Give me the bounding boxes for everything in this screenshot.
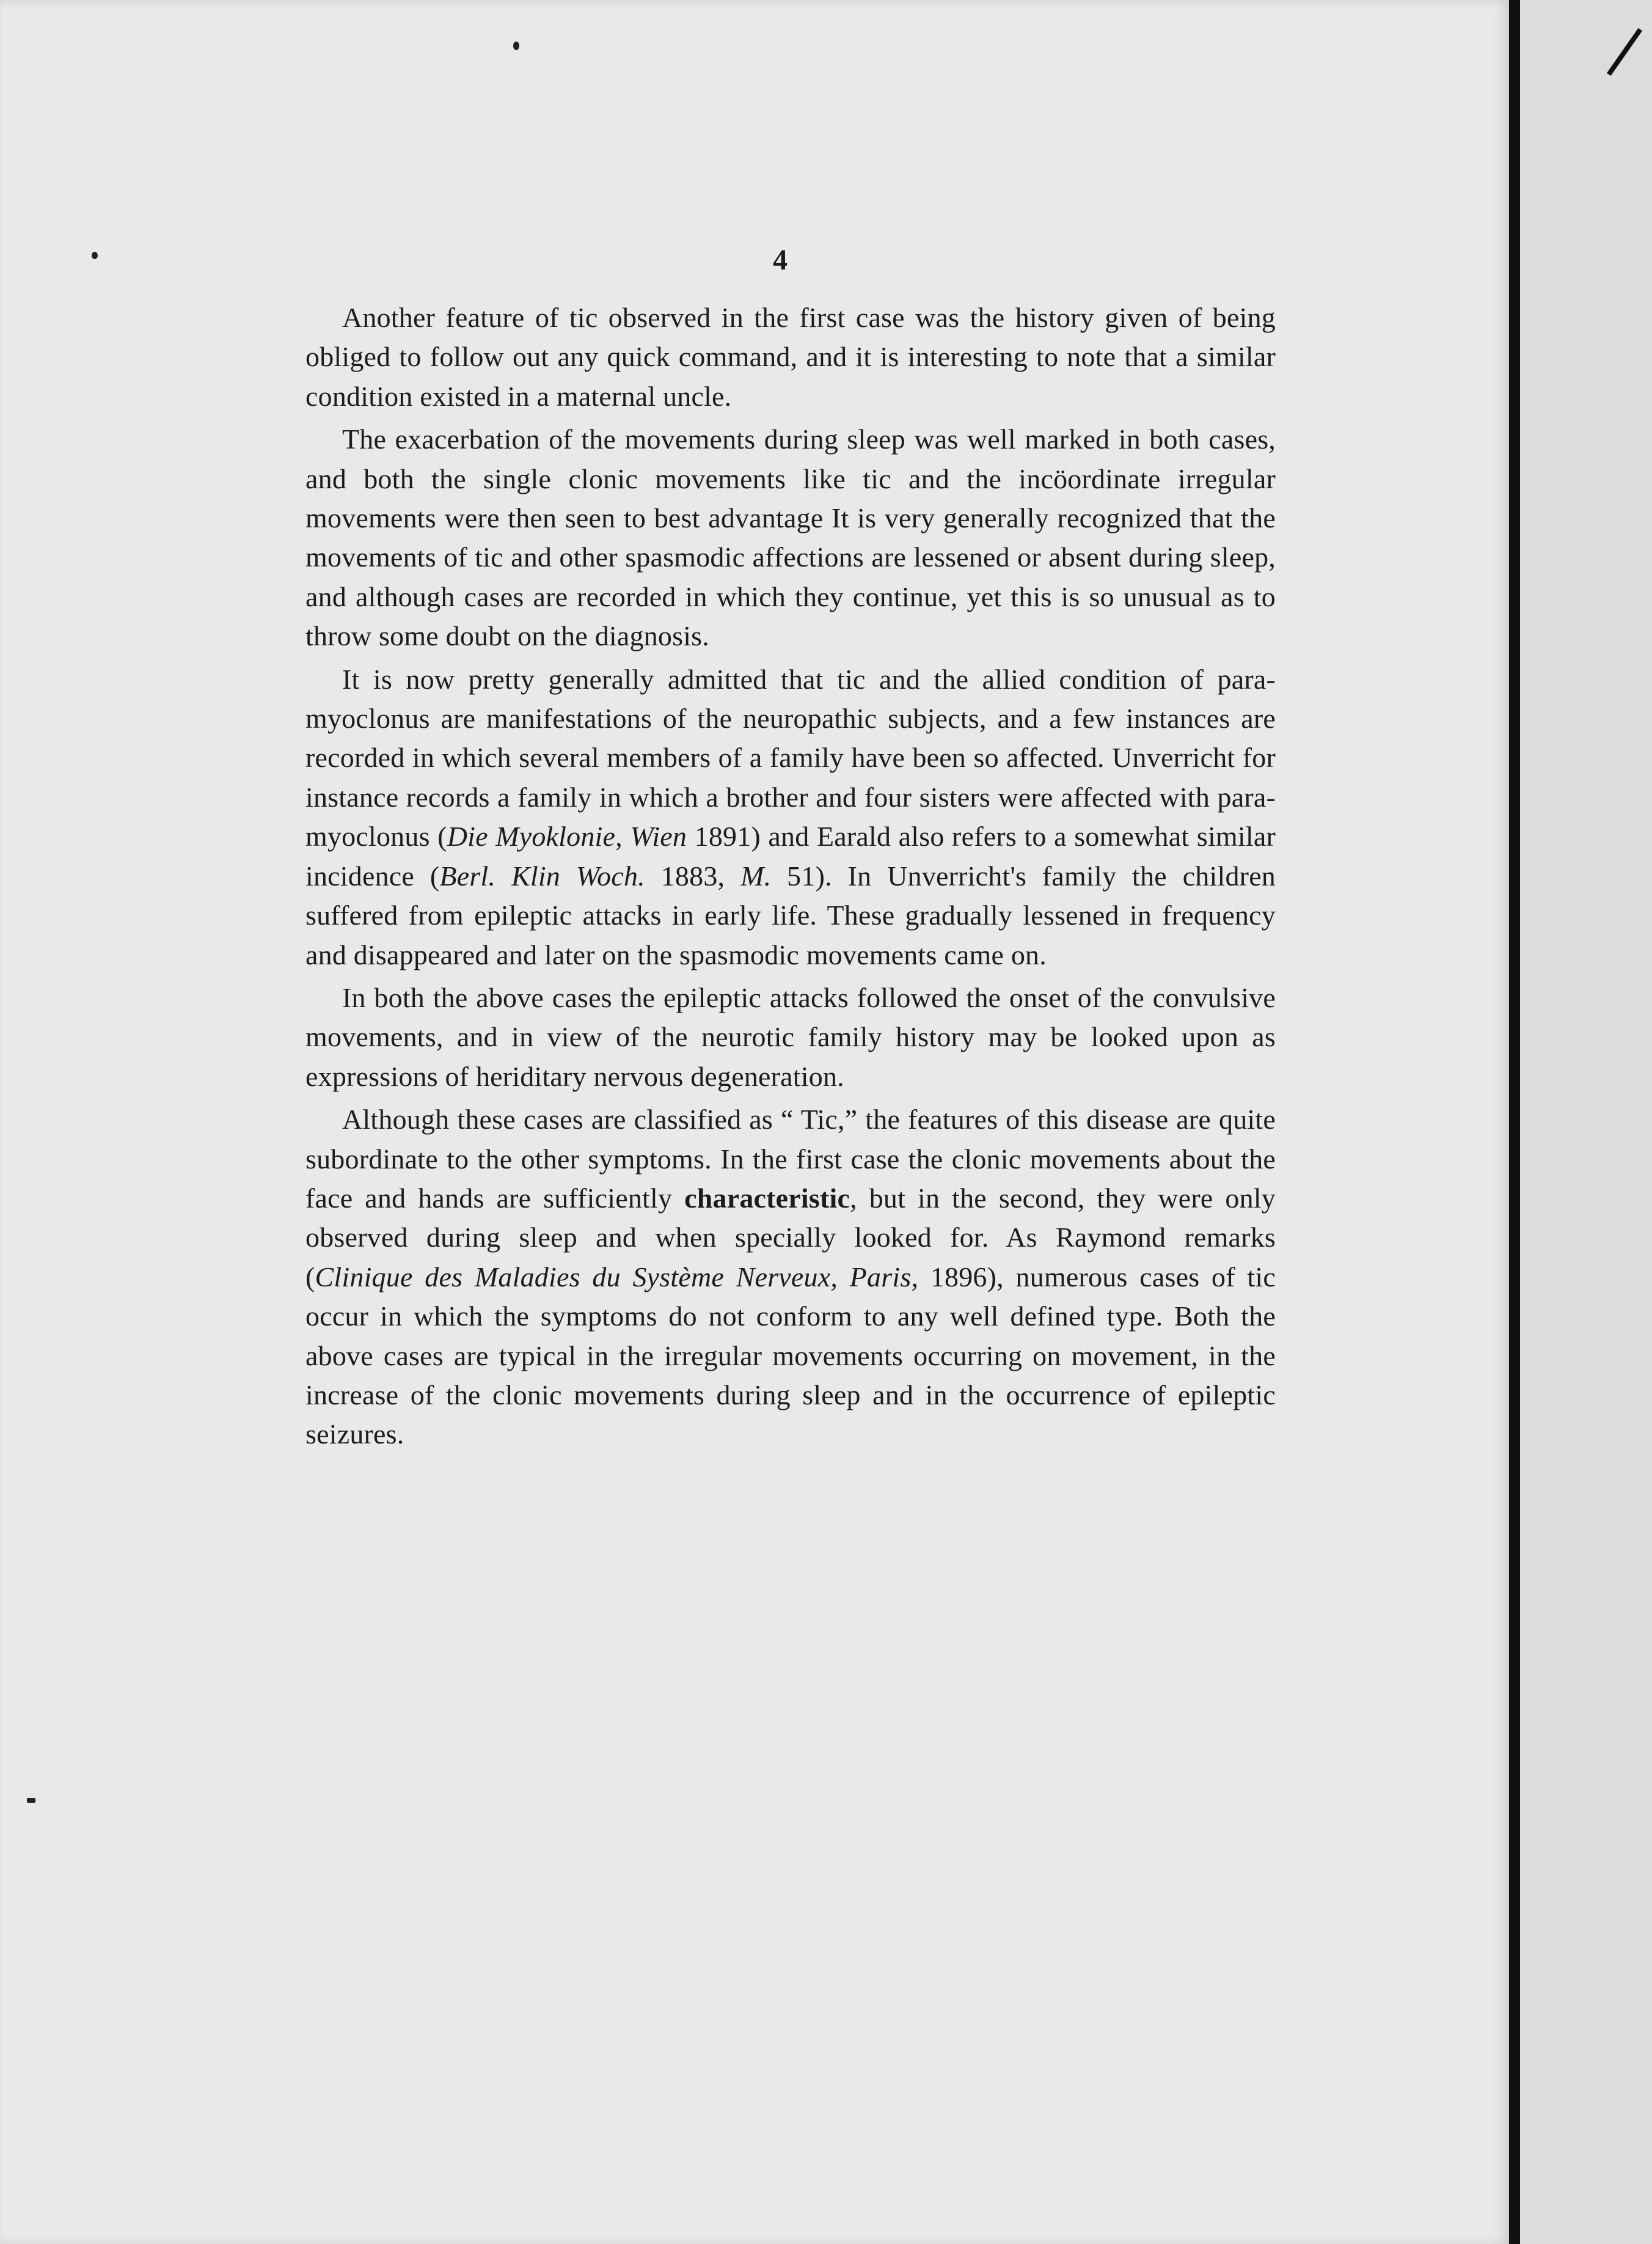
paragraph-5 bbox=[305, 1100, 1276, 1454]
paragraph-4 bbox=[305, 978, 1276, 1096]
text-run: characteristic bbox=[684, 1182, 850, 1214]
paragraph-2 bbox=[305, 420, 1276, 656]
text-run: Although these cases are classified as “ Tic,” the features of this disease are quite subordinate to the other symptoms. In the first case the clonic movements about the face and hands are sufficiently bbox=[305, 1104, 1276, 1214]
text-run: Berl. Klin Woch. bbox=[439, 860, 645, 892]
paragraph-1 bbox=[305, 298, 1276, 416]
ink-speck bbox=[27, 1798, 35, 1803]
adjacent-page-edge bbox=[1520, 0, 1652, 2244]
text-run: , but in the second, they were only observed during sleep and when specially looked for. As Raymond remarks ( bbox=[305, 1182, 1276, 1292]
text-run: Die Myoklonie, Wien bbox=[447, 821, 687, 853]
text-run: Another feature of tic observed in the first case was the history given of being obliged to follow out any quick command, and it is interesting to note that a similar condition existed in a maternal uncle. bbox=[305, 302, 1276, 412]
text-run: , 1896), numerous cases of tic occur in which the symptoms do not conform to any well defined type. Both the above cases are typical in the irregular movements occurring on movement, in the increase of the clonic movements during sleep and in the occurrence of epileptic seizures. bbox=[305, 1261, 1276, 1450]
text-run: The exacerbation of the movements during sleep was well marked in both cases, and both the single clonic movements like tic and the incöordinate irregular movements were then seen to best advantage It is very generally recognized that the movements of tic and other spasmodic affections are lessened or absent during sleep, and although cases are recorded in which they continue, yet this is so unusual as to throw some doubt on the diagnosis. bbox=[305, 424, 1276, 652]
text-run: 51). In Unverricht's family the children suffered from epileptic attacks in early life. These gradually lessened in frequency and disappeared and later on the spasmodic movements came on. bbox=[305, 860, 1276, 970]
text-run: In both the above cases the epileptic attacks followed the onset of the convulsive movements, and in view of the neurotic family history may be looked upon as expressions of heriditary nervous degeneration. bbox=[305, 981, 1276, 1092]
text-run: It is now pretty generally admitted that tic and the allied condition of para-myoclonus are manifestations of the neuropathic subjects, and a few instances are recorded in which several members of a family have been so affected. Unverricht for instance records a family in which a brother and four sisters were affected with para-myoclonus ( bbox=[305, 663, 1276, 853]
binding-gutter bbox=[1509, 0, 1520, 2244]
ink-speck bbox=[92, 252, 98, 259]
body-text bbox=[305, 298, 1276, 1458]
page-number: 4 bbox=[773, 244, 788, 276]
text-run: 1891) and Earald also refers to a somewhat similar incidence ( bbox=[305, 821, 1276, 892]
text-run: M. bbox=[740, 860, 772, 892]
paragraph-3 bbox=[305, 660, 1276, 975]
text-run: Clinique des Maladies du Système Nerveux, Paris bbox=[315, 1261, 912, 1292]
text-run: 1883, bbox=[645, 860, 741, 892]
ink-speck bbox=[513, 42, 519, 50]
